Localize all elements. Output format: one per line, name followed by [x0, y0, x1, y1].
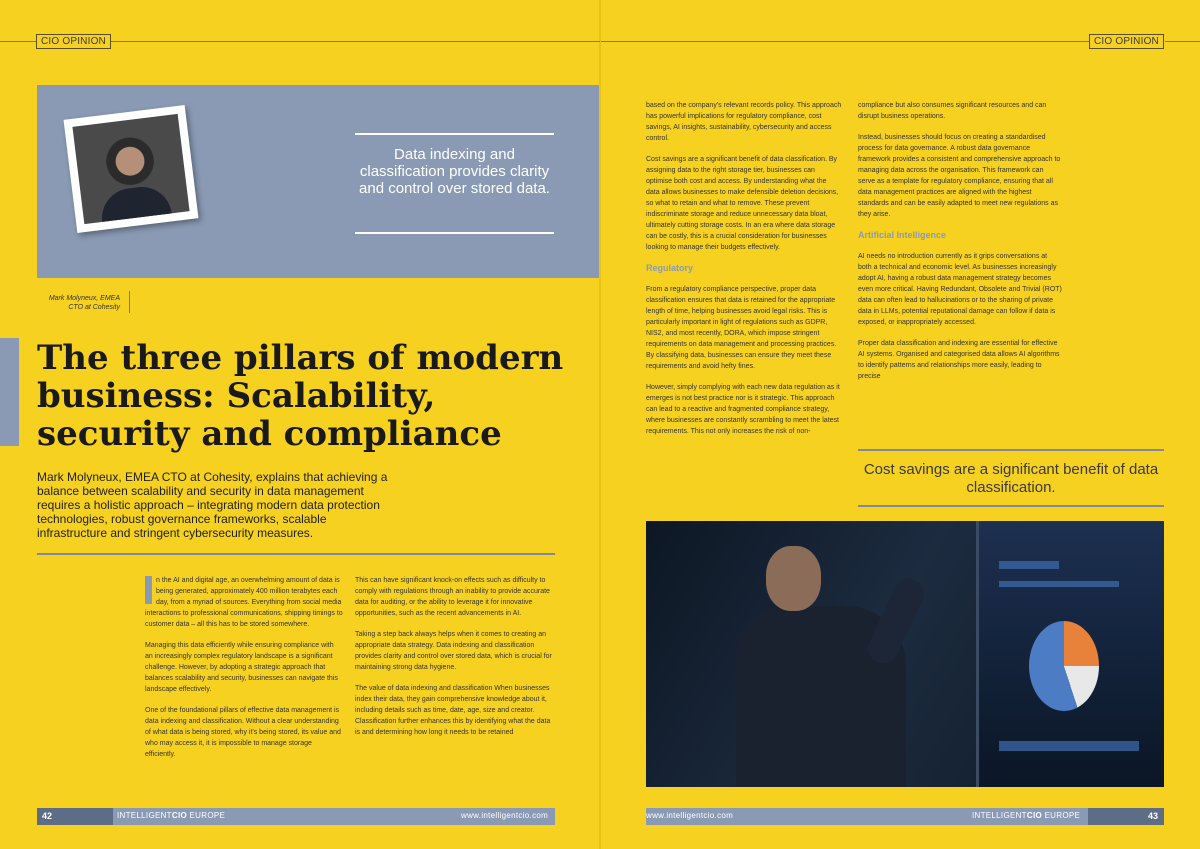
paragraph: However, simply complying with each new data regulation as it emerges is not best practice nor is it strategic. This approach can lead to a reactive and fragmented compliance strategy, where businesses are constantly scrambling to meet the latest requirements. This not only increases the risk of non- — [646, 384, 840, 435]
screen-bar — [999, 581, 1119, 587]
top-rule-right-2 — [1165, 41, 1200, 42]
paragraph: compliance but also consumes significant resources and can disrupt business operations. — [858, 102, 1047, 120]
body-column-1 — [145, 575, 343, 770]
section-tag-right: CIO OPINION — [1089, 34, 1164, 49]
standfirst-rule — [37, 553, 555, 555]
left-edge-tab — [0, 338, 19, 446]
man-pointing-at-screen-photo — [646, 521, 1164, 787]
brand-left — [117, 811, 225, 820]
article-headline: The three pillars of modern business: Scalability, security and compliance — [37, 338, 564, 454]
paragraph: This can have significant knock-on effects such as difficulty to comply with regulations through an inability to provide accurate data for auditing, or the ability to leverage it for innovative opportunities, such as the recent advancements in AI. — [355, 577, 550, 617]
top-rule-left-2 — [110, 41, 600, 42]
subhead-ai: Artificial Intelligence — [858, 230, 947, 240]
paragraph: based on the company's relevant records policy. This approach has powerful implications for regulatory compliance, cost savings, AI insights, sustainability, cybersecurity and access control. — [646, 102, 842, 142]
screen-bar — [999, 741, 1139, 751]
brand-right — [972, 811, 1080, 820]
brand-bold: CIO — [171, 811, 187, 820]
paragraph: From a regulatory compliance perspective, proper data classification ensures that data is retained for the appropriate length of time, helping businesses avoid legal risks. This is particularly important in light of regulations such as GDPR, NIS2, and most recently, DORA, which impose stringent requirements on data management and processing practices. By classifying data, businesses can ensure they meet these requirements and avoid hefty fines. — [646, 286, 837, 370]
paragraph — [145, 575, 343, 630]
paragraph: Cost savings are a significant benefit of data classification. By assigning data to the right storage tier, businesses can optimise both cost and access. By understanding what the data allows businesses to make defensible deletion decisions, so what to retain and what to remove. These prevent indiscriminate storage and reduce unnecessary data bloat, ultimately cutting storage costs. In an era where data storage can be costly, this is a crucial consideration for businesses looking to manage their budgets effectively. — [646, 156, 839, 251]
body-column-4 — [858, 100, 1062, 392]
paragraph-text: n the AI and digital age, an overwhelming amount of data is being generated, approximately 400 million terabytes each day, from a myriad of sources. Everything from social media interactions to professional communications, shipping timings to customer data – all this has to be stored somewhere. — [145, 577, 343, 628]
footer-url-left[interactable]: www.intelligentcio.com — [461, 811, 549, 820]
dashboard-screen — [976, 521, 1164, 787]
drop-cap — [145, 576, 152, 604]
person-head — [766, 546, 821, 611]
section-tag-left: CIO OPINION — [36, 34, 111, 49]
person-figure — [736, 546, 936, 787]
caption-line-2: CTO at Cohesity — [68, 304, 120, 311]
article-standfirst: Mark Molyneux, EMEA CTO at Cohesity, explains that achieving a balance between scalability and security in data management requires a holistic approach – integrating modern data protection technologies, robust governance frameworks, scalable infrastructure and stringent cybersecurity measures. — [37, 470, 388, 540]
page-number-right: 43 — [1088, 808, 1164, 825]
paragraph: One of the foundational pillars of effective data management is data indexing and classification. Without a clear understanding of what data is being stored, why it's being stored, its value and who may access it, it is impossible to manage storage efficiently. — [145, 707, 341, 758]
page-gutter — [599, 0, 601, 849]
brand-post: EUROPE — [1042, 811, 1081, 820]
footer-url-right[interactable]: www.intelligentcio.com — [646, 811, 734, 820]
paragraph: Instead, businesses should focus on creating a standardised process for data governance. A robust data governance framework provides a consistent and comprehensive approach to managing data across the organisation. This framework can serve as a template for regulatory compliance, ensuring that all data management practices are aligned with the highest standards and can be easily adapted to meet new regulations as they arise. — [858, 134, 1061, 218]
footer-right — [646, 808, 1164, 825]
brand-pre: INTELLIGENT — [117, 811, 172, 820]
top-rule-left — [0, 41, 36, 42]
pullquote-rule-top — [858, 449, 1164, 451]
author-portrait — [64, 105, 199, 233]
brand-bold: CIO — [1026, 811, 1042, 820]
portrait-photo-icon — [72, 114, 189, 224]
brand-pre: INTELLIGENT — [972, 811, 1027, 820]
portrait-shirt — [99, 184, 172, 222]
body-column-2 — [355, 575, 555, 748]
screen-pie-chart — [1029, 621, 1099, 711]
page-number-left: 42 — [37, 808, 113, 825]
paragraph: AI needs no introduction currently as it grips conversations at both a technical and economic level. As businesses increasingly adopt AI, having a robust data management strategy becomes even more critical. Having Redundant, Obsolete and Trivial (ROT) data can often lead to hallucinations or to the sharing of private data in LLMs, potential reputational damage can follow if data is exposed, or inappropriately accessed. — [858, 253, 1062, 326]
footer-left — [37, 808, 555, 825]
hero-quote: Data indexing and classification provides clarity and control over stored data. — [359, 146, 550, 197]
pull-quote: Cost savings are a significant benefit of data classification. — [863, 461, 1159, 496]
caption-divider — [129, 291, 130, 313]
paragraph: The value of data indexing and classification When businesses index their data, they gain comprehensive knowledge about it, including details such as time, date, age, size and creator. Classification further enhances this by identifying what the data is and determining how long it needs to be retained — [355, 685, 551, 736]
screen-bar — [999, 561, 1059, 569]
photo-caption — [40, 294, 120, 312]
pullquote-rule-bottom — [858, 505, 1164, 507]
top-rule-right — [601, 41, 1089, 42]
caption-line-1: Mark Molyneux, EMEA — [48, 295, 120, 302]
paragraph: Proper data classification and indexing are essential for effective AI systems. Organised and categorised data allows AI algorithms to identify patterns and relationships more easily, leading to precise — [858, 340, 1060, 380]
subhead-regulatory: Regulatory — [646, 263, 694, 273]
brand-post: EUROPE — [187, 811, 226, 820]
paragraph: Managing this data efficiently while ensuring compliance with an increasingly complex regulatory landscape is a significant challenge. However, by adopting a strategic approach that balances scalability and security, businesses can navigate this landscape effectively. — [145, 642, 338, 693]
paragraph: Taking a step back always helps when it comes to creating an appropriate data strategy. Data indexing and classification provides clarity and control over stored data, which is crucial for maintaining strong data hygiene. — [355, 631, 552, 671]
body-column-3 — [646, 100, 842, 447]
